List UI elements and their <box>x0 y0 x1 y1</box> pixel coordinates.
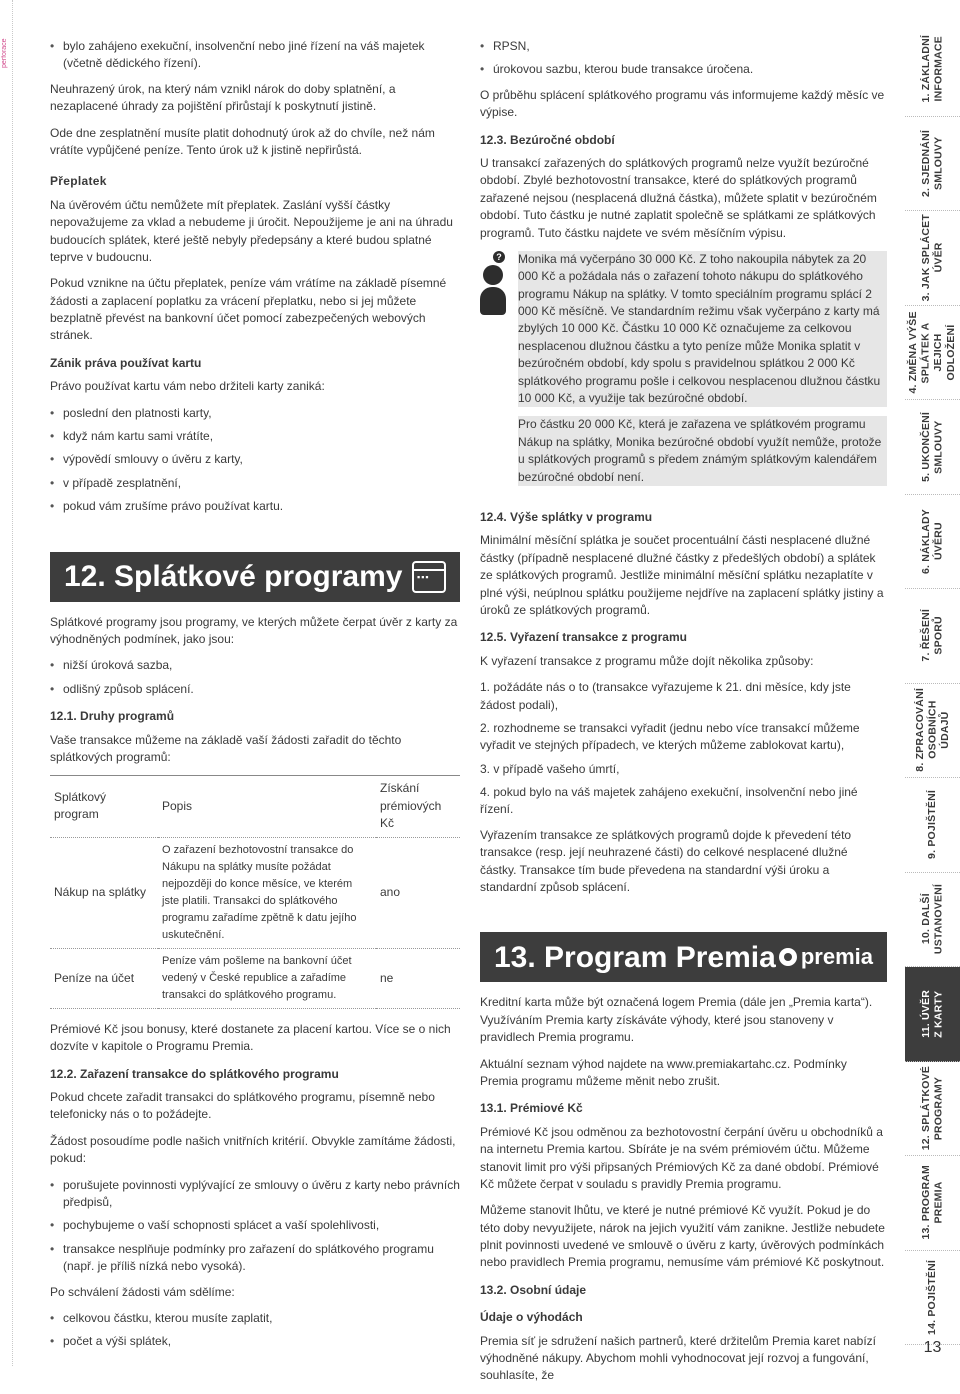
paragraph: U transakcí zařazených do splátkových programů nelze využít bezúročné období. Zbylé bezhotovostní transakce, které do splátkových programů zařazené nejsou (nesplacená dlužná částka), můžete splatit v bezúročném období. Tuto částku je nutné zaplatit společně se splátkami ze splátkových programů. Tuto částku najdete ve svém měsíčním výpisu. <box>480 155 877 240</box>
list-item: • pochybujeme o vaší schopnosti splácet a vaší spolehlivosti, <box>50 1217 460 1234</box>
zanik-list <box>50 405 460 516</box>
paragraph: Ode dne zesplatnění musíte platit dohodnutý úrok až do chvíle, než nám vrátíte vypůjčené peníze. Tento úrok už k jistině nepřirůstá. <box>50 125 435 157</box>
chapter-tab[interactable] <box>905 1156 960 1251</box>
table-header: Popis <box>158 776 376 837</box>
chapter-tab-label: 14. POJIŠTĚNÍ <box>926 1259 939 1335</box>
list-item: • když nám kartu sami vrátíte, <box>50 428 460 445</box>
chapter-tab[interactable] <box>905 1062 960 1157</box>
premia-logo-mark-icon <box>779 948 797 966</box>
table-cell: Peníze vám pošleme na bankovní účet vedený v České republice a zařadíme transakci do splátkového programu. <box>162 954 352 1001</box>
paragraph: Splátkové programy jsou programy, ve kterých můžete čerpat úvěr z karty za výhodněných podmínek, jako jsou: <box>50 614 458 646</box>
chapter-tab-label: 7. ŘEŠENÍ SPORŮ <box>919 609 945 663</box>
table-cell: Nákup na splátky <box>54 884 147 899</box>
paragraph: O průběhu splácení splátkového programu vás informujeme každý měsíc ve výpise. <box>480 87 885 120</box>
chapter-tabs <box>905 0 960 1366</box>
chapter-title: 12. Splátkové programy <box>64 559 403 593</box>
example-text: Pro částku 20 000 Kč, která je zařazena ve splátkovém programu Nákup na splátky, Monika bezúročné období využít nemůže, protože u splátkových programů s předem známým splátkovým kalendářem bezúročné období není. <box>518 416 887 486</box>
list-item: • nižší úroková sazba, <box>50 657 460 674</box>
chapter-tab[interactable] <box>905 589 960 684</box>
paragraph: Můžeme stanovit lhůtu, ve které je nutné prémiové Kč využít. Pokud je do této doby nevyužijete, nárok na jejich využití vám zanikne. Jestliže nebudete plnit povinnosti uvedené ve smlouvě o úvěru z karty, úvěrových podmínkách nebo pravidlech Premia programu, nemusíme vám prémiové Kč poskytnout. <box>480 1203 885 1270</box>
chapter-tab-label: 6. NÁKLADY ÚVĚRU <box>919 508 945 574</box>
chapter-tab-label: 12. SPLÁTKOVÉ PROGRAMY <box>919 1066 945 1151</box>
paragraph: Neuhrazený úrok, na který nám vznikl nárok do doby splatnění, a nezaplacené úhrady za pojištění přirůstají k poskytnutí jistině. <box>50 81 396 114</box>
calendar-icon <box>412 561 446 593</box>
chapter-13-banner <box>480 932 887 982</box>
paragraph: Pokud vznikne na účtu přeplatek, peníze vám vrátíme na základě písemné žádosti a zaplacení poplatku za vrácení přeplatku, nebo si jej můžete bezplatně převést na bankovní účet pomocí zabezpečených webových stránek. <box>50 276 447 343</box>
chapter-tab[interactable] <box>905 684 960 779</box>
table-header: Získání prémiových Kč <box>376 776 460 837</box>
top-list <box>480 38 887 79</box>
chapter-12-banner <box>50 552 460 602</box>
paragraph: Vyřazením transakce ze splátkových programů dojde k převedení této transakce (resp. její neuhrazené části) do celkové nesplacené dlužné částky. Transakce tím bude převedena na standardní výši úroku a standardní způsob splácení. <box>480 827 852 895</box>
example-text: Monika má vyčerpáno 30 000 Kč. Z toho nakoupila nábytek za 20 000 Kč a požádala nás o zařazení tohoto nákupu do splátkového programu Nákup na splátky. V tomto speciálním programu splácí 2 000 Kč měsíčně. Ve standardním režimu však vyčerpáno z karty má zbylých 10 000 Kč. Částku 10 000 Kč označujeme za celkovou nesplacenou dlužnou částku a tyto peníze může Monika splatit v bezúročném období, kdy spolu s pravidelnou splátkou 2 000 Kč splátkového programu pošle i celkovou nesplacenou dlužnou částku 10 000 Kč, a využije tak bezúročné období. <box>518 251 887 408</box>
list-item: • úrokovou sazbu, kterou bude transakce úročena. <box>480 61 887 78</box>
perforation-line <box>12 0 13 1366</box>
paragraph: Na úvěrovém účtu nemůžete mít přeplatek. Zaslání vyšší částky nepovažujeme za vklad a nebudeme ji úročit. Nepoužijeme je ani na úhradu budoucích splátek, které ještě nebyly předepsány a které budou splatné teprve v budoucnu. <box>50 197 453 264</box>
paragraph: K vyřazení transakce z programu může dojít několika způsoby: <box>480 653 814 668</box>
list-item: • výpovědí smlouvy o úvěru z karty, <box>50 451 460 468</box>
chapter-tab[interactable] <box>905 22 960 117</box>
chapter-tab[interactable] <box>905 211 960 306</box>
list-item: 1. požádáte nás o to (transakce vyřazujeme k 21. dni měsíce, kdy jste žádost podali), <box>480 680 851 712</box>
heading-12-2: 12.2. Zařazení transakce do splátkového programu <box>50 1066 339 1081</box>
chapter-title: 13. Program Premia <box>494 940 776 974</box>
reject-list <box>50 1177 460 1276</box>
chapter-tab-label: 9. POJIŠTĚNÍ <box>926 790 939 860</box>
paragraph: Prémiové Kč jsou bonusy, které dostanete za placení kartou. Více se o nich dozvíte v kapitole o Programu Premia. <box>50 1021 451 1054</box>
paragraph: Premia síť je sdružení našich partnerů, které držitelům Premia karet nabízí výhodněné nákupy. Abychom mohli vyhodnocovat její rozvoj a fungování, souhlasíte, že <box>480 1333 876 1383</box>
heading-12-4: 12.4. Výše splátky v programu <box>480 509 653 524</box>
perforation-label: perforace <box>1 38 8 68</box>
programs-table <box>50 775 460 1009</box>
list-item: • poslední den platnosti karty, <box>50 405 460 422</box>
list-item: • porušujete povinnosti vyplývající ze smlouvy o úvěru z karty nebo právních předpisů, <box>50 1177 460 1212</box>
paragraph: Kreditní karta může být označená logem Premia (dále jen „Premia karta“). Využíváním Premia karty získáváte výhody, které jsou stanoveny v pravidlech Premia programu. <box>480 995 873 1045</box>
left-column <box>50 38 460 1359</box>
chapter-tab-label: 3. JAK SPLÁCET ÚVĚR <box>919 214 945 302</box>
table-cell: ano <box>380 884 401 899</box>
list-item: • pokud vám zrušíme právo používat kartu. <box>50 498 460 515</box>
chapter-tab[interactable] <box>905 117 960 212</box>
chapter-tab[interactable] <box>905 400 960 495</box>
chapter-tab-label: 13. PROGRAM PREMIA <box>919 1165 945 1241</box>
premia-logo <box>779 941 873 973</box>
list-item: 2. rozhodneme se transakci vyřadit (jednu nebo více transakcí můžeme vyřadit ve stejných případech, ve kterých můžeme zablokovat kartu), <box>480 720 860 753</box>
heading-13-2: 13.2. Osobní údaje <box>480 1282 587 1297</box>
paragraph: Prémiové Kč jsou odměnou za bezhotovostní čerpání úvěru u obchodníků a na internetu Premia kartou. Sbíráte je na svém prémiovém účtu. Můžeme stanovit limit pro výši připsaných Prémiových Kč za dané období. Prémiové Kč můžete čerpat v souladu s pravidly Premia programu. <box>480 1124 883 1191</box>
right-column <box>480 38 887 1394</box>
heading-preplatek: Přeplatek <box>50 174 107 189</box>
list-item: • odlišný způsob splácení. <box>50 681 460 698</box>
list-item: • počet a výši splátek, <box>50 1333 460 1350</box>
heading-zanik: Zánik práva používat kartu <box>50 355 202 370</box>
heading-udaje: Údaje o výhodách <box>480 1310 583 1325</box>
chapter-tab[interactable] <box>905 778 960 873</box>
chapter-tab-label: 4. ZMĚNA VÝŠE SPLÁTEK A JEJICH ODLOŽENÍ <box>907 311 958 394</box>
example-box <box>480 251 887 495</box>
list-item: • transakce nesplňuje podmínky pro zařazení do splátkového programu (např. je příliš nízká nebo vysoká). <box>50 1241 460 1276</box>
table-cell: ne <box>380 970 394 985</box>
table-row <box>50 837 460 948</box>
paragraph: Žádost posoudíme podle našich vnitřních kritérií. Obvykle zamítáme žádosti, pokud: <box>50 1133 456 1166</box>
heading-12-3: 12.3. Bezúročné období <box>480 132 615 147</box>
intro-list <box>50 38 460 73</box>
page-number: 13 <box>923 1339 942 1356</box>
list-item: 3. v případě vašeho úmrtí, <box>480 761 620 776</box>
chapter-tab-label: 10. DALŠÍ USTANOVENÍ <box>919 884 945 955</box>
info-list <box>50 1310 460 1351</box>
table-cell: Peníze na účet <box>54 970 135 985</box>
table-row <box>50 948 460 1008</box>
paragraph: Právo používat kartu vám nebo držiteli karty zaniká: <box>50 379 325 394</box>
list-item: • celkovou částku, kterou musíte zaplatit, <box>50 1310 460 1327</box>
chapter-tab[interactable] <box>905 967 960 1062</box>
heading-12-5: 12.5. Vyřazení transakce z programu <box>480 630 687 645</box>
chapter-tab-label: 5. UKONČENÍ SMLOUVY <box>919 411 945 482</box>
chapter-tab[interactable] <box>905 495 960 590</box>
benefit-list <box>50 657 460 698</box>
chapter-tab-label: 1. ZÁKLADNÍ INFORMACE <box>919 34 945 103</box>
premia-logo-text: premia <box>800 944 873 970</box>
table-cell: O zařazení bezhotovostní transakce do Nákupu na splátky musíte požádat nejpozději do konce měsíce, ve kterém jste platili. Transakci do splátkového programu zařadíme zpětně k datu jejího uskutečnění. <box>162 843 357 941</box>
paragraph: Po schválení žádosti vám sdělíme: <box>50 1284 235 1299</box>
heading-13-1: 13.1. Prémiové Kč <box>480 1101 583 1116</box>
paragraph: Pokud chcete zařadit transakci do splátkového programu, písemně nebo telefonicky nás o to požádejte. <box>50 1090 435 1122</box>
heading-12-1: 12.1. Druhy programů <box>50 709 175 724</box>
person-question-icon: ? <box>480 251 506 321</box>
table-header: Splátkový program <box>50 776 158 837</box>
list-item: • v případě zesplatnění, <box>50 475 460 492</box>
chapter-tab[interactable] <box>905 1251 960 1346</box>
chapter-tab[interactable] <box>905 306 960 401</box>
remove-list <box>480 679 887 819</box>
paragraph: Minimální měsíční splátka je součet procentuální části nesplacené dlužné částky (případně nesplacené dlužné částky z předešlých období) a splátek ze splátkových programů. Jestliže minimální měsíční splátku nezaplatíte v plné výši, neúplnou splátku použijeme nejdříve na zaplacení splátky jistiny a úroků ze splátkových programů. <box>480 533 884 617</box>
chapter-tab-label: 8. ZPRACOVÁNÍ OSOBNÍCH ÚDAJŮ <box>913 688 951 773</box>
list-item: 4. pokud bylo na váš majetek zahájeno exekuční, insolvenční nebo jiné řízení. <box>480 785 858 817</box>
list-item: • RPSN, <box>480 38 887 55</box>
chapter-tab-label: 2. SJEDNÁNÍ SMLOUVY <box>919 129 945 197</box>
paragraph: Aktuální seznam výhod najdete na www.premiakartahc.cz. Podmínky Premia programu můžeme měnit nebo zrušit. <box>480 1056 847 1088</box>
paragraph: Vaše transakce můžeme na základě vaší žádosti zařadit do těchto splátkových programů: <box>50 732 402 764</box>
list-item: • bylo zahájeno exekuční, insolvenční nebo jiné řízení na váš majetek (včetně dědického řízení). <box>50 38 460 73</box>
chapter-tab[interactable] <box>905 873 960 968</box>
chapter-tab-label: 11. ÚVĚR Z KARTY <box>919 989 945 1038</box>
